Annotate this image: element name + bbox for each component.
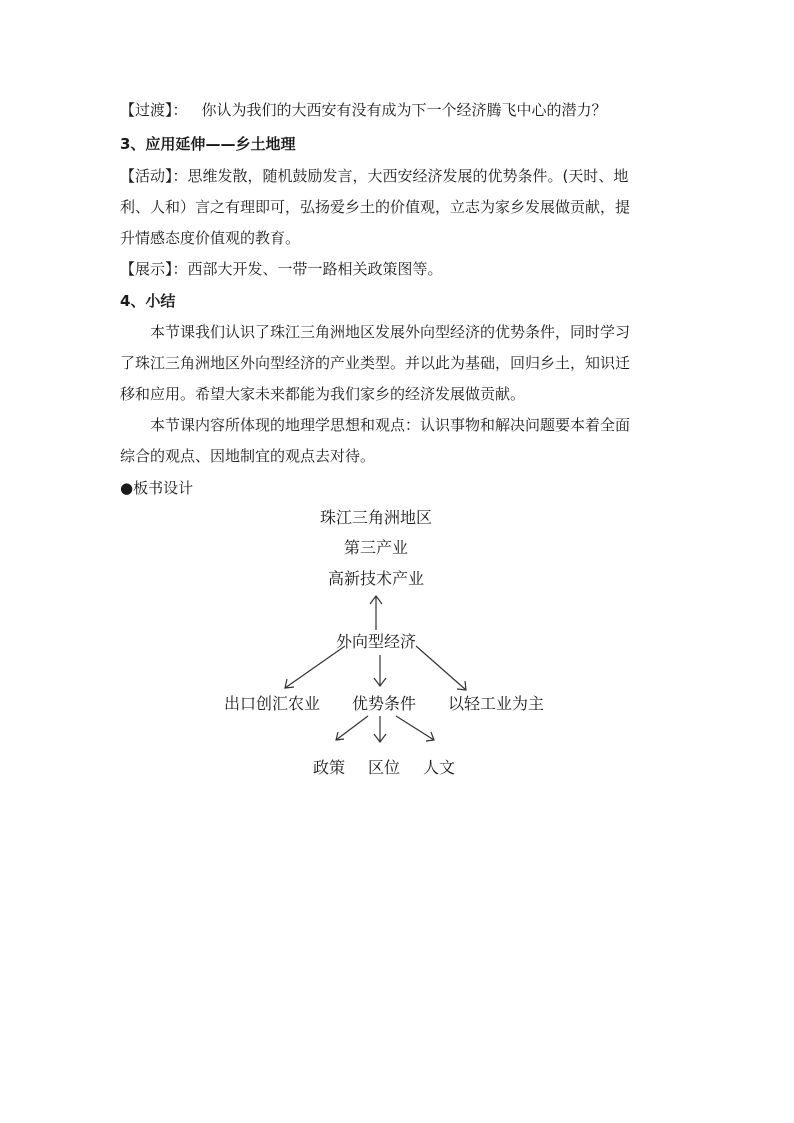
activity-text-1: 思维发散，随机鼓励发言，大西安经济发展的优势条件。(天时、地 bbox=[187, 167, 629, 185]
summary-p2-line-1: 本节课内容所体现的地理学思想和观点：认识事物和解决问题要本着全面 bbox=[150, 416, 631, 434]
node-sub2: 区位 bbox=[368, 758, 401, 777]
node-tertiary: 第三产业 bbox=[344, 538, 409, 557]
node-region: 珠江三角洲地区 bbox=[320, 508, 433, 527]
transition-text: 你认为我们的大西安有没有成为下一个经济腾飞中心的潜力？ bbox=[201, 101, 607, 119]
summary-p1-line-3: 移和应用。希望大家未来都能为我们家乡的经济发展做贡献。 bbox=[120, 385, 526, 403]
summary-p2-line-2: 综合的观点、因地制宜的观点去对待。 bbox=[120, 447, 376, 465]
section3-title: 3、应用延伸——乡土地理 bbox=[120, 135, 296, 153]
node-middle: 优势条件 bbox=[352, 694, 417, 713]
arrow-sub2-icon bbox=[374, 716, 386, 742]
node-hitech: 高新技术产业 bbox=[328, 569, 425, 588]
activity-line-3: 升情感态度价值观的教育。 bbox=[120, 229, 301, 247]
arrow-sub1-icon bbox=[336, 716, 368, 740]
arrow-right-icon bbox=[416, 646, 466, 690]
summary-p1-line-2: 了珠江三角洲地区外向型经济的产业类型。并以此为基础，回归乡土，知识迁 bbox=[120, 354, 631, 372]
arrow-left-icon bbox=[285, 646, 345, 688]
display-label: 【展示】： bbox=[120, 260, 188, 278]
transition-line bbox=[120, 100, 607, 120]
node-center: 外向型经济 bbox=[336, 632, 417, 651]
activity-line-2: 利、人和）言之有理即可，弘扬爱乡土的价值观，立志为家乡发展做贡献，提 bbox=[120, 198, 631, 216]
node-sub3: 人文 bbox=[423, 758, 456, 777]
transition-label: 【过渡】： bbox=[120, 101, 188, 119]
summary-p1-line-1: 本节课我们认识了珠江三角洲地区发展外向型经济的优势条件，同时学习 bbox=[150, 323, 631, 341]
node-left: 出口创汇农业 bbox=[224, 694, 321, 713]
activity-line-1 bbox=[120, 166, 628, 186]
activity-label: 【活动】： bbox=[120, 167, 188, 185]
node-sub1: 政策 bbox=[313, 758, 346, 777]
node-right: 以轻工业为主 bbox=[448, 694, 545, 713]
arrow-sub3-icon bbox=[396, 716, 434, 741]
board-heading: ●板书设计 bbox=[120, 479, 194, 497]
arrow-up-icon bbox=[370, 596, 382, 630]
display-line bbox=[120, 259, 443, 279]
arrow-down-icon bbox=[374, 655, 386, 686]
display-text: 西部大开发、一带一路相关政策图等。 bbox=[187, 260, 443, 278]
section4-title: 4、小结 bbox=[120, 292, 176, 310]
